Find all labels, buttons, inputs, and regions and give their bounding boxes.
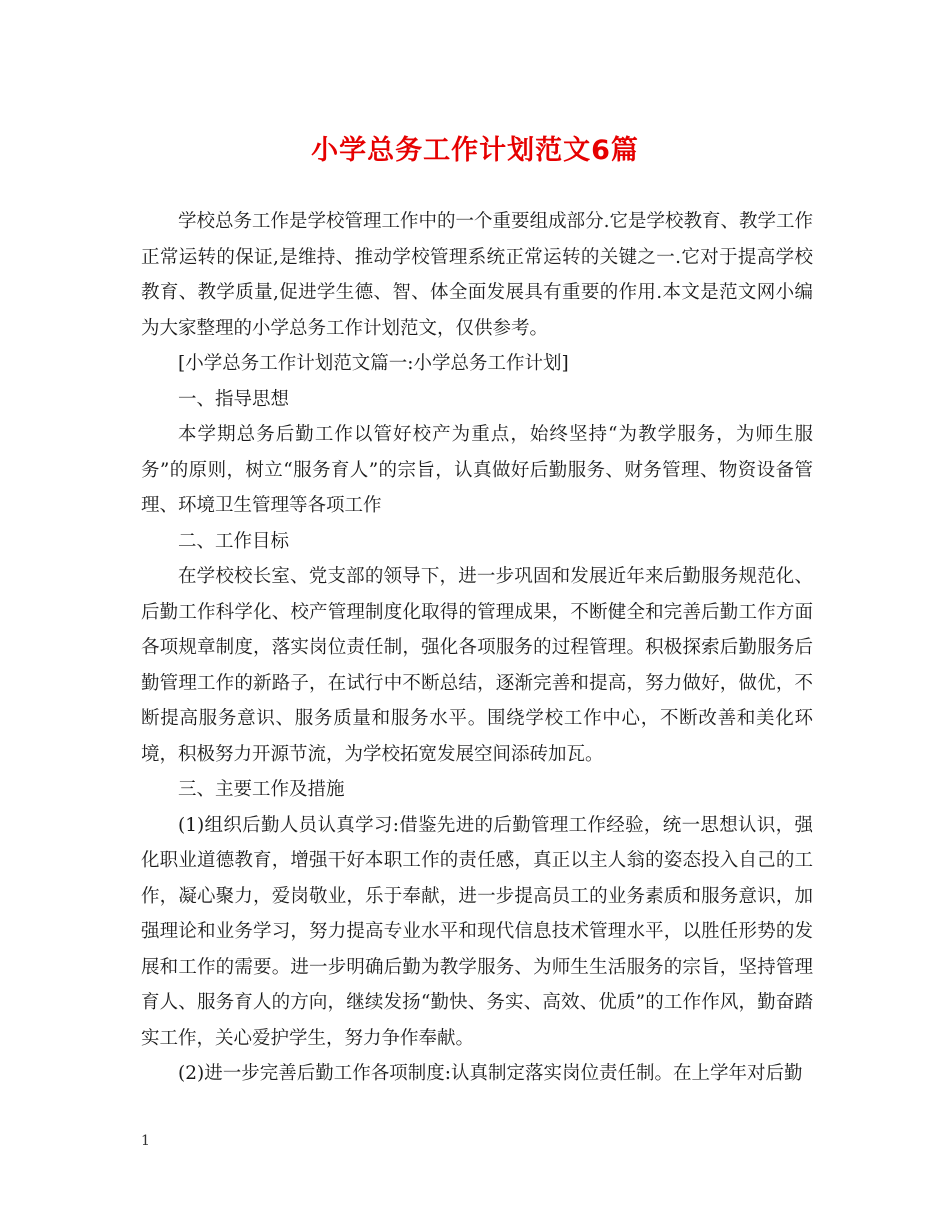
body-paragraph: 本学期总务后勤工作以管好校产为重点，始终坚持“为教学服务，为师生服务”的原则，树立“服务育人”的宗旨，认真做好后勤服务、财务管理、物资设备管理、环境卫生管理等各项工作 <box>141 424 813 516</box>
section-heading: 三、主要工作及措施 <box>178 779 345 800</box>
section-heading: 一、指导思想 <box>178 388 290 410</box>
document-body <box>141 204 813 1092</box>
body-paragraph: (2)进一步完善后勤工作各项制度:认真制定落实岗位责任制。在上学年对后勤 <box>178 1063 803 1084</box>
page-number: 1 <box>141 1133 150 1149</box>
body-paragraph: 在学校校长室、党支部的领导下，进一步巩固和发展近年来后勤服务规范化、后勤工作科学化、校产管理制度化取得的管理成果，不断健全和完善后勤工作方面各项规章制度，落实岗位责任制，强化各项服务的过程管理。积极探索后勤服务后勤管理工作的新路子，在试行中不断总结，逐渐完善和提高，努力做好，做优，不断提高服务意识、服务质量和服务水平。围绕学校工作中心，不断改善和美化环境，积极努力开源节流，为学校拓宽发展空间添砖加瓦。 <box>141 566 813 765</box>
intro-paragraph: 学校总务工作是学校管理工作中的一个重要组成部分.它是学校教育、教学工作正常运转的保证,是维持、推动学校管理系统正常运转的关键之一.它对于提高学校教育、教学质量,促进学生德、智、体全面发展具有重要的作用.本文是范文网小编为大家整理的小学总务工作计划范文，仅供参考。 <box>141 211 813 339</box>
body-paragraph: (1)组织后勤人员认真学习:借鉴先进的后勤管理工作经验，统一思想认识，强化职业道德教育，增强干好本职工作的责任感，真正以主人翁的姿态投入自己的工作，凝心聚力，爱岗敬业，乐于奉献，进一步提高员工的业务素质和服务意识，加强理论和业务学习，努力提高专业水平和现代信息技术管理水平，以胜任形势的发展和工作的需要。进一步明确后勤为教学服务、为师生生活服务的宗旨，坚持管理育人、服务育人的方向，继续发扬“勤快、务实、高效、优质”的工作作风，勤奋踏实工作，关心爱护学生，努力争作奉献。 <box>141 814 813 1049</box>
section-heading: [小学总务工作计划范文篇一:小学总务工作计划] <box>178 353 569 374</box>
document-title: 小学总务工作计划范文6篇 <box>311 135 639 166</box>
section-heading: 二、工作目标 <box>178 530 290 552</box>
